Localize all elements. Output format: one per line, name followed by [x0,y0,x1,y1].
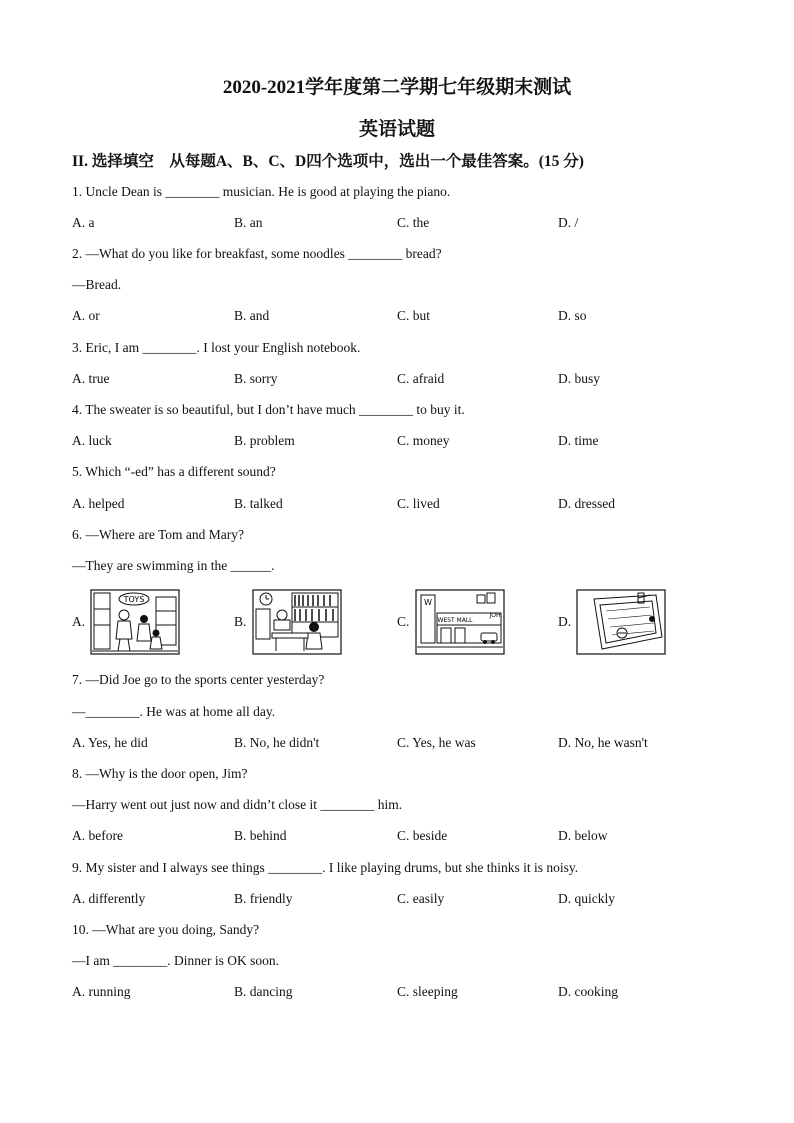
q2-option-d[interactable]: D. so [558,308,587,323]
q4-option-c[interactable]: C. money [397,433,450,448]
q6-option-a-label: A. [72,614,86,629]
swimming-pool-picture-icon [576,589,666,655]
q7-option-b[interactable]: B. No, he didn't [234,735,320,750]
q7-option-c[interactable]: C. Yes, he was [397,735,476,750]
question-3-stem: 3. Eric, I am ________. I lost your English notebook. [72,340,361,355]
mall-picture-icon [415,589,505,655]
q6-option-d-label: D. [558,614,572,629]
mall-letter: W [424,598,432,607]
q8-option-a[interactable]: A. before [72,828,123,843]
q9-option-a[interactable]: A. differently [72,891,146,906]
question-8-answer-line: —Harry went out just now and didn’t close it ________ him. [72,797,403,812]
q4-option-b[interactable]: B. problem [234,433,295,448]
exam-title: 2020-2021学年度第二学期七年级期末测试 [222,77,572,98]
section-heading: II. 选择填空 从每题A、B、C、D四个选项中，选出一个最佳答案。(15 分) [72,153,584,170]
library-picture-icon [252,589,342,655]
q2-option-a[interactable]: A. or [72,308,100,323]
q3-option-b[interactable]: B. sorry [234,371,278,386]
q6-option-c-label: C. [397,614,410,629]
q1-option-c[interactable]: C. the [397,215,430,230]
q8-option-b[interactable]: B. behind [234,828,287,843]
question-7-answer-line: —________. He was at home all day. [72,704,276,719]
q1-option-b[interactable]: B. an [234,215,263,230]
q10-option-c[interactable]: C. sleeping [397,984,458,999]
question-10-answer-line: —I am ________. Dinner is OK soon. [72,953,279,968]
toy-store-picture-icon [90,589,180,655]
q10-option-d[interactable]: D. cooking [558,984,618,999]
question-7-stem: 7. —Did Joe go to the sports center yesterday? [72,672,325,687]
q3-option-c[interactable]: C. afraid [397,371,445,386]
question-2-stem: 2. —What do you like for breakfast, some noodles ________ bread? [72,246,442,261]
question-9-stem: 9. My sister and I always see things ________. I like playing drums, but she thinks it is noisy. [72,860,579,875]
question-4-stem: 4. The sweater is so beautiful, but I don’t have much ________ to buy it. [72,402,465,417]
q3-option-d[interactable]: D. busy [558,371,601,386]
q6-option-b-label: B. [234,614,247,629]
q8-option-c[interactable]: C. beside [397,828,448,843]
toys-sign: TOYS [123,595,145,604]
q1-option-a[interactable]: A. a [72,215,95,230]
mall-sign: WEST MALL [437,617,473,624]
mall-side-sign: JOH [489,612,501,619]
question-6-stem: 6. —Where are Tom and Mary? [72,527,244,542]
q5-option-b[interactable]: B. talked [234,496,283,511]
question-5-stem: 5. Which “-ed” has a different sound? [72,464,276,479]
q7-option-d[interactable]: D. No, he wasn't [558,735,648,750]
q5-option-d[interactable]: D. dressed [558,496,615,511]
question-6-answer-line: —They are swimming in the ______. [72,558,275,573]
q1-option-d[interactable]: D. / [558,215,579,230]
question-8-stem: 8. —Why is the door open, Jim? [72,766,248,781]
q10-option-a[interactable]: A. running [72,984,131,999]
question-1-stem: 1. Uncle Dean is ________ musician. He is good at playing the piano. [72,184,451,199]
q2-option-b[interactable]: B. and [234,308,270,323]
q9-option-b[interactable]: B. friendly [234,891,293,906]
question-2-answer-line: —Bread. [72,277,122,292]
q10-option-b[interactable]: B. dancing [234,984,293,999]
q4-option-a[interactable]: A. luck [72,433,112,448]
q3-option-a[interactable]: A. true [72,371,110,386]
q9-option-c[interactable]: C. easily [397,891,445,906]
question-10-stem: 10. —What are you doing, Sandy? [72,922,260,937]
q9-option-d[interactable]: D. quickly [558,891,615,906]
q4-option-d[interactable]: D. time [558,433,599,448]
q5-option-a[interactable]: A. helped [72,496,125,511]
q2-option-c[interactable]: C. but [397,308,431,323]
q5-option-c[interactable]: C. lived [397,496,440,511]
q7-option-a[interactable]: A. Yes, he did [72,735,148,750]
q8-option-d[interactable]: D. below [558,828,608,843]
exam-subtitle: 英语试题 [358,119,435,140]
